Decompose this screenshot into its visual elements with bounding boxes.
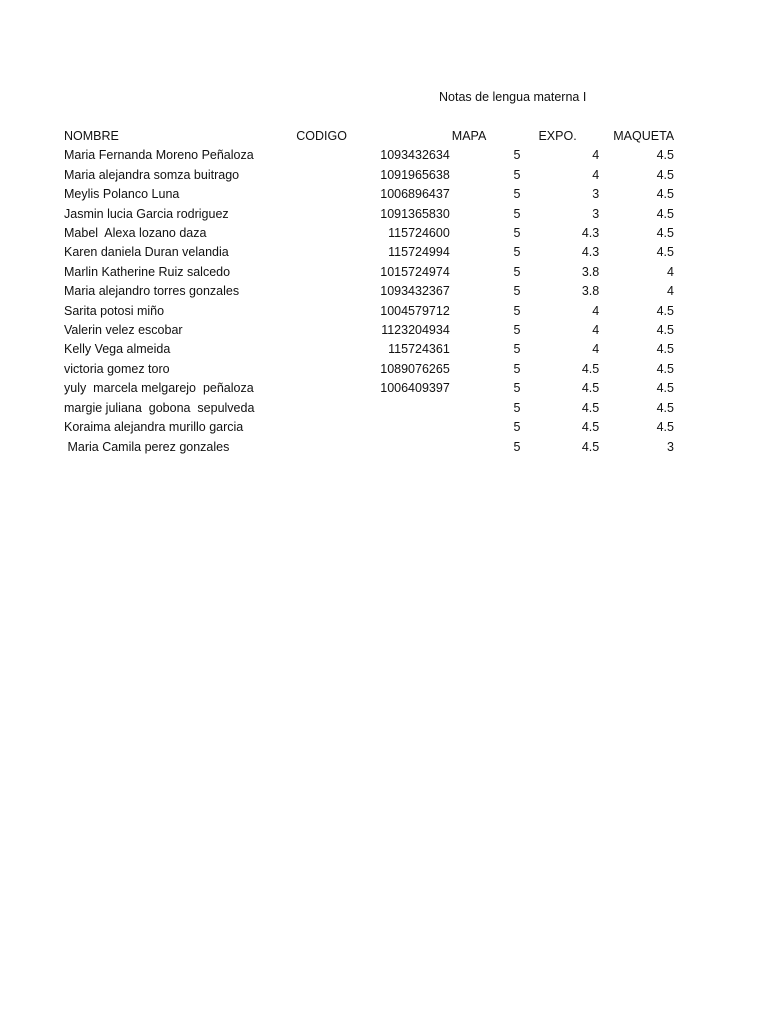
cell-codigo xyxy=(296,418,450,437)
cell-nombre: Koraima alejandra murillo garcia xyxy=(64,420,244,435)
cell-nombre: victoria gomez toro xyxy=(64,361,170,376)
cell-nombre: Valerin velez escobar xyxy=(64,323,183,338)
table-row xyxy=(64,146,674,165)
table-row xyxy=(64,243,674,262)
cell-nombre: Sarita potosi miño xyxy=(64,303,165,318)
cell-codigo: 1091365830 xyxy=(380,206,450,221)
cell-maqueta: 4.5 xyxy=(656,187,674,202)
table-row xyxy=(64,263,674,282)
table-row xyxy=(64,418,674,437)
cell-expo: 3.8 xyxy=(581,284,600,299)
cell-mapa: 5 xyxy=(513,323,521,338)
cell-mapa: 5 xyxy=(513,167,521,182)
cell-maqueta: 4.5 xyxy=(656,342,674,357)
cell-maqueta: 4.5 xyxy=(656,381,674,396)
table-row xyxy=(64,321,674,340)
table-row xyxy=(64,438,674,457)
cell-nombre: margie juliana gobona sepulveda xyxy=(64,400,255,415)
cell-nombre: Mabel Alexa lozano daza xyxy=(64,226,207,241)
cell-codigo: 1006896437 xyxy=(380,187,450,202)
cell-expo: 4 xyxy=(592,167,600,182)
cell-nombre: Kelly Vega almeida xyxy=(64,342,171,357)
cell-mapa: 5 xyxy=(513,148,521,163)
table-row xyxy=(64,302,674,321)
cell-codigo: 115724600 xyxy=(388,226,450,241)
cell-codigo: 1091965638 xyxy=(380,167,450,182)
cell-expo: 4 xyxy=(592,148,600,163)
cell-maqueta: 3 xyxy=(667,439,674,454)
header-mapa: MAPA xyxy=(451,129,487,143)
cell-maqueta: 4.5 xyxy=(656,206,674,221)
cell-codigo: 115724994 xyxy=(388,245,450,260)
cell-codigo: 1006409397 xyxy=(380,381,450,396)
cell-mapa: 5 xyxy=(513,381,521,396)
cell-nombre: Maria Fernanda Moreno Peñaloza xyxy=(64,148,254,163)
cell-mapa: 5 xyxy=(513,226,521,241)
table-row xyxy=(64,224,674,243)
grades-table xyxy=(64,127,674,457)
header-nombre: NOMBRE xyxy=(64,129,119,143)
cell-maqueta: 4.5 xyxy=(656,400,674,415)
cell-codigo: 1089076265 xyxy=(380,361,450,376)
cell-codigo xyxy=(296,399,450,418)
table-row xyxy=(64,282,674,301)
cell-expo: 4.5 xyxy=(581,381,600,396)
cell-maqueta: 4.5 xyxy=(656,226,674,241)
cell-expo: 4.3 xyxy=(581,226,600,241)
cell-maqueta: 4.5 xyxy=(656,420,674,435)
document-title: Notas de lengua materna I xyxy=(439,90,587,104)
cell-expo: 4.5 xyxy=(581,420,600,435)
cell-nombre: yuly marcela melgarejo peñaloza xyxy=(64,381,254,396)
header-codigo xyxy=(296,127,450,146)
cell-expo: 3 xyxy=(592,187,600,202)
cell-maqueta: 4.5 xyxy=(656,167,674,182)
cell-expo: 4 xyxy=(592,303,600,318)
cell-codigo: 1093432367 xyxy=(380,284,450,299)
cell-expo: 3.8 xyxy=(581,264,600,279)
header-codigo-label: CODIGO xyxy=(296,129,347,143)
cell-codigo xyxy=(296,438,450,457)
cell-nombre: Maria Camila perez gonzales xyxy=(64,439,230,454)
cell-maqueta: 4.5 xyxy=(656,148,674,163)
cell-mapa: 5 xyxy=(513,361,521,376)
table-row xyxy=(64,166,674,185)
header-expo: EXPO. xyxy=(538,129,577,143)
cell-expo: 4 xyxy=(592,342,600,357)
cell-maqueta: 4.5 xyxy=(656,323,674,338)
cell-mapa: 5 xyxy=(513,264,521,279)
cell-maqueta: 4.5 xyxy=(656,303,674,318)
cell-maqueta: 4.5 xyxy=(656,361,674,376)
table-row xyxy=(64,185,674,204)
table-row xyxy=(64,379,674,398)
cell-expo: 4.3 xyxy=(581,245,600,260)
cell-mapa: 5 xyxy=(513,303,521,318)
table-row xyxy=(64,340,674,359)
cell-nombre: Meylis Polanco Luna xyxy=(64,187,180,202)
table-row xyxy=(64,205,674,224)
cell-mapa: 5 xyxy=(513,400,521,415)
header-maqueta: MAQUETA xyxy=(613,129,674,143)
cell-mapa: 5 xyxy=(513,187,521,202)
cell-nombre: Karen daniela Duran velandia xyxy=(64,245,229,260)
cell-mapa: 5 xyxy=(513,342,521,357)
cell-mapa: 5 xyxy=(513,420,521,435)
cell-codigo: 1004579712 xyxy=(380,303,450,318)
cell-codigo: 1123204934 xyxy=(381,323,450,338)
table-row xyxy=(64,360,674,379)
cell-expo: 4.5 xyxy=(581,439,600,454)
cell-nombre: Maria alejandro torres gonzales xyxy=(64,284,240,299)
cell-mapa: 5 xyxy=(513,439,521,454)
cell-expo: 4 xyxy=(592,323,600,338)
cell-nombre: Jasmin lucia Garcia rodriguez xyxy=(64,206,229,221)
cell-maqueta: 4.5 xyxy=(656,245,674,260)
table-row xyxy=(64,399,674,418)
grades-body xyxy=(64,146,674,457)
cell-mapa: 5 xyxy=(513,245,521,260)
cell-maqueta: 4 xyxy=(667,264,674,279)
cell-maqueta: 4 xyxy=(667,284,674,299)
cell-codigo: 115724361 xyxy=(388,342,450,357)
cell-nombre: Marlin Katherine Ruiz salcedo xyxy=(64,264,231,279)
cell-mapa: 5 xyxy=(513,206,521,221)
cell-expo: 4.5 xyxy=(581,361,600,376)
header-row xyxy=(64,127,674,146)
cell-expo: 3 xyxy=(592,206,600,221)
cell-expo: 4.5 xyxy=(581,400,600,415)
cell-nombre: Maria alejandra somza buitrago xyxy=(64,167,240,182)
cell-codigo: 1015724974 xyxy=(380,264,450,279)
cell-codigo: 1093432634 xyxy=(380,148,450,163)
cell-mapa: 5 xyxy=(513,284,521,299)
